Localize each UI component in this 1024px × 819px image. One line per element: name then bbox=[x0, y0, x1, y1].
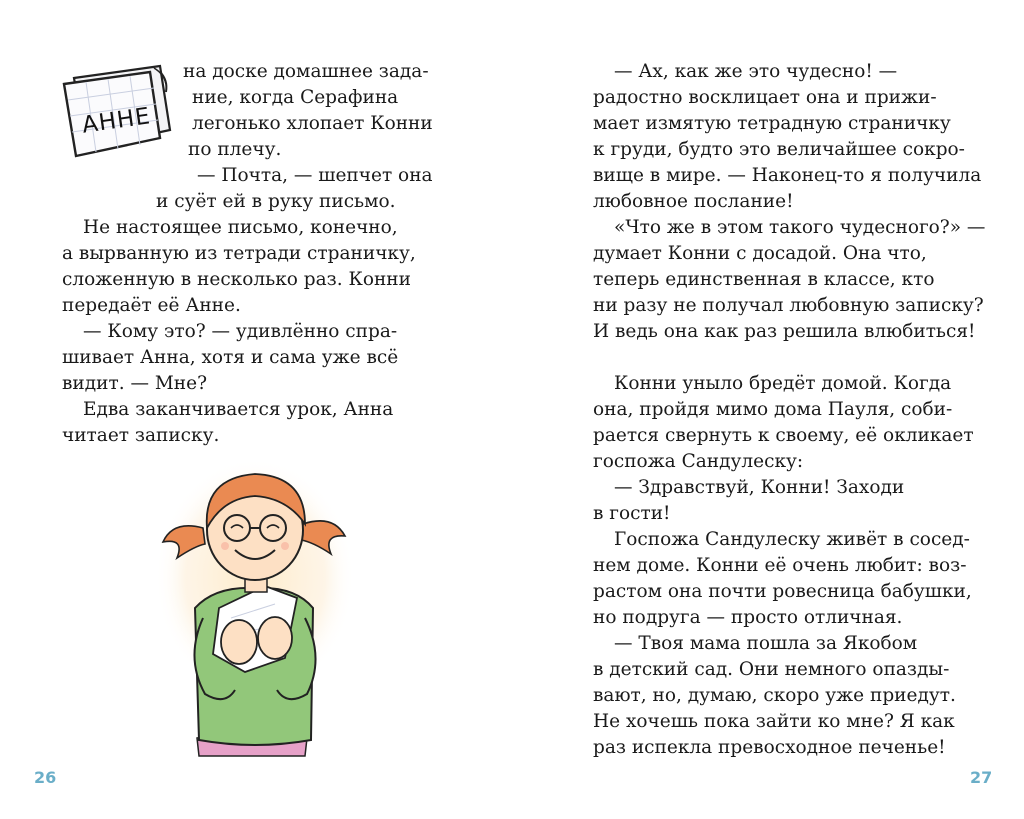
page-number: 27 bbox=[970, 768, 993, 787]
text-line: рается свернуть к своему, её окликает bbox=[593, 425, 974, 446]
text-line: — Кому это? — удивлённо спра- bbox=[83, 321, 398, 342]
text-line: Госпожа Сандулеску живёт в сосед- bbox=[614, 529, 970, 550]
page-number: 26 bbox=[34, 768, 57, 787]
text-line: теперь единственная в классе, кто bbox=[593, 269, 935, 290]
text-line: думает Конни с досадой. Она что, bbox=[593, 243, 927, 264]
text-line: вают, но, думаю, скоро уже приедут. bbox=[593, 685, 956, 706]
text-line: в гости! bbox=[593, 503, 671, 524]
text-line: и суёт ей в руку письмо. bbox=[156, 191, 396, 212]
text-line: сложенную в несколько раз. Конни bbox=[62, 269, 411, 290]
text-line: — Почта, — шепчет она bbox=[197, 165, 433, 186]
text-line: «Что же в этом такого чудесного?» — bbox=[614, 217, 986, 238]
text-line: И ведь она как раз решила влюбиться! bbox=[593, 321, 976, 342]
text-line: — Твоя мама пошла за Якобом bbox=[614, 633, 918, 654]
text-line: вище в мире. — Наконец-то я получила bbox=[593, 165, 982, 186]
text-line: читает записку. bbox=[62, 425, 220, 446]
text-line: Не настоящее письмо, конечно, bbox=[83, 217, 398, 238]
text-line: нем доме. Конни её очень любит: воз- bbox=[593, 555, 967, 576]
text-line: в детский сад. Они немного опазды- bbox=[593, 659, 950, 680]
right-page bbox=[512, 0, 1024, 819]
text-line: по плечу. bbox=[188, 139, 282, 160]
text-line: шивает Анна, хотя и сама уже всё bbox=[62, 347, 399, 368]
text-line: мает измятую тетрадную страничку bbox=[593, 113, 951, 134]
text-line: Конни уныло бредёт домой. Когда bbox=[614, 373, 952, 394]
text-line: госпожа Сандулеску: bbox=[593, 451, 804, 472]
text-line: к груди, будто это величайшее сокро- bbox=[593, 139, 965, 160]
text-line: растом она почти ровесница бабушки, bbox=[593, 581, 972, 602]
text-line: ни разу не получал любовную записку? bbox=[593, 295, 984, 316]
text-line: Едва заканчивается урок, Анна bbox=[83, 399, 394, 420]
text-line: передаёт её Анне. bbox=[62, 295, 241, 316]
girl-with-letter-illustration bbox=[155, 458, 355, 758]
text-line: радостно восклицает она и прижи- bbox=[593, 87, 937, 108]
text-line: — Ах, как же это чудесно! — bbox=[614, 61, 898, 82]
text-line: раз испекла превосходное печенье! bbox=[593, 737, 946, 758]
text-line: — Здравствуй, Конни! Заходи bbox=[614, 477, 905, 498]
text-line: но подруга — просто отличная. bbox=[593, 607, 903, 628]
note-label: АННЕ bbox=[80, 103, 153, 139]
text-line: на доске домашнее зада- bbox=[183, 61, 429, 82]
text-line: Не хочешь пока зайти ко мне? Я как bbox=[593, 711, 955, 732]
text-line: ние, когда Серафина bbox=[192, 87, 399, 108]
text-line: любовное послание! bbox=[593, 191, 794, 212]
text-line: легонько хлопает Конни bbox=[192, 113, 433, 134]
text-line: а вырванную из тетради страничку, bbox=[62, 243, 416, 264]
text-line: видит. — Мне? bbox=[62, 373, 207, 394]
text-line: она, пройдя мимо дома Пауля, соби- bbox=[593, 399, 953, 420]
